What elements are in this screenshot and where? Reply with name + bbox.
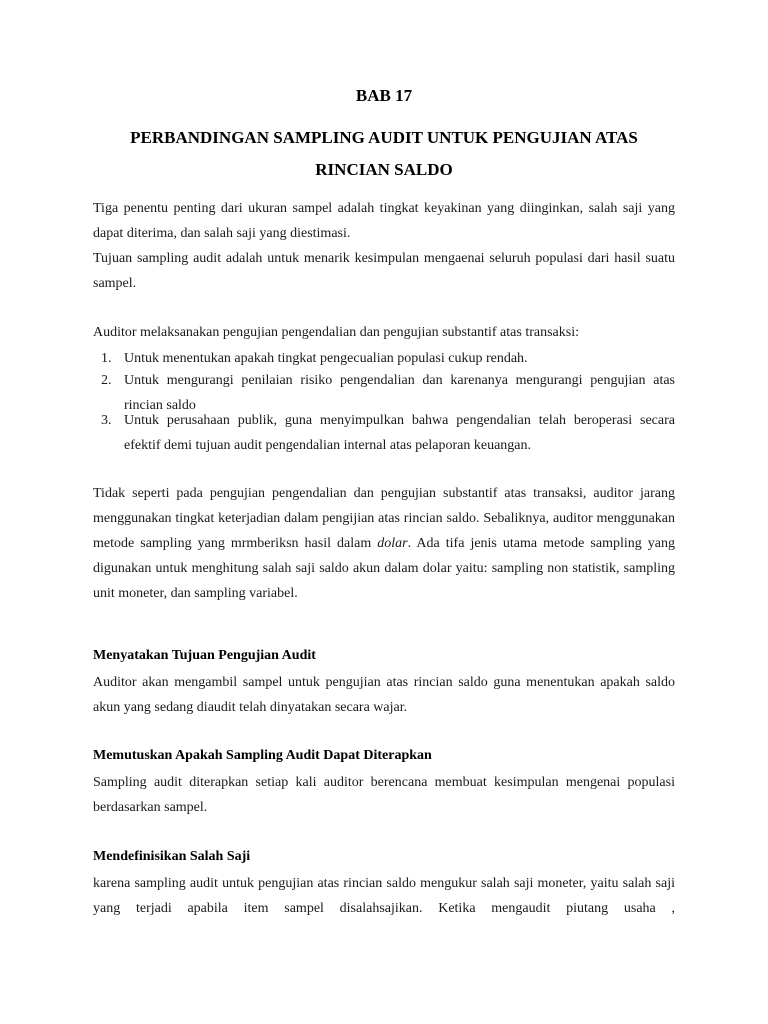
purpose-list [93, 350, 675, 458]
section-body: Sampling audit diterapkan setiap kali auditor berencana membuat kesimpulan mengenai populasi berdasarkan sampel. [93, 775, 675, 815]
list-text: Untuk mengurangi penilaian risiko pengendalian dan karenanya mengurangi pengujian atas rincian saldo [124, 373, 675, 413]
intro-paragraph-2: Tujuan sampling audit adalah untuk menarik kesimpulan mengaenai seluruh populasi dari hasil suatu sampel. [93, 251, 675, 291]
list-text: Untuk perusahaan publik, guna menyimpulkan bahwa pengendalian telah beroperasi secara efektif demi tujuan audit pengendalian internal atas pelaporan keuangan. [124, 413, 675, 453]
chapter-title-line-2: RINCIAN SALDO [315, 160, 453, 179]
section-heading: Menyatakan Tujuan Pengujian Audit [93, 648, 316, 663]
chapter-number: BAB 17 [355, 86, 413, 105]
comparison-italic-term: dolar [377, 536, 408, 551]
list-item [93, 350, 675, 367]
comparison-text-after: . Ada tifa jenis utama metode sampling yang digunakan untuk menghitung salah saji saldo akun dalam dolar yaitu: sampling non statistik, sampling unit moneter, dan sampling variabel. [93, 536, 675, 601]
section-body: karena sampling audit untuk pengujian atas rincian saldo mengukur salah saji moneter, yaitu salah saji yang terjadi apabila item sampel disalahsajikan. Ketika mengaudit piutang usaha , [93, 876, 675, 916]
list-number: 2. [101, 373, 112, 388]
list-number: 1. [101, 351, 112, 366]
comparison-text-before: Tidak seperti pada pengujian pengendalian dan pengujian substantif atas transaksi, auditor jarang menggunakan tingkat keterjadian dalam pengijian atas rincian saldo. Sebaliknya, auditor menggunakan metode sampling yang mrmberiksn hasil dalam [93, 486, 675, 551]
list-item [93, 408, 675, 458]
intro-paragraph-1: Tiga penentu penting dari ukuran sampel adalah tingkat keyakinan yang diinginkan, salah saji yang dapat diterima, dan salah saji yang diestimasi. [93, 201, 675, 241]
section-heading: Mendefinisikan Salah Saji [93, 849, 251, 864]
chapter-title-line-1: PERBANDINGAN SAMPLING AUDIT UNTUK PENGUJIAN ATAS [130, 128, 638, 147]
intro-paragraph-3: Auditor melaksanakan pengujian pengendalian dan pengujian substantif atas transaksi: [93, 325, 579, 340]
list-text: Untuk menentukan apakah tingkat pengecualian populasi cukup rendah. [124, 351, 528, 366]
section-body: Auditor akan mengambil sampel untuk pengujian atas rincian saldo guna menentukan apakah saldo akun yang sedang diaudit telah dinyatakan secara wajar. [93, 675, 675, 715]
comparison-paragraph [93, 481, 675, 606]
section-heading: Memutuskan Apakah Sampling Audit Dapat Diterapkan [93, 748, 432, 763]
list-number: 3. [101, 413, 112, 428]
